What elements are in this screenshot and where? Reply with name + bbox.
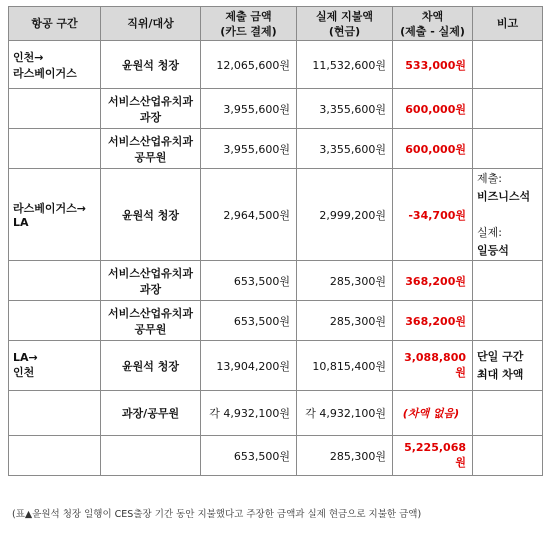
diff-cell: 368,200원 <box>393 261 473 301</box>
table-row <box>9 129 543 169</box>
actual-cell: 285,300원 <box>297 301 393 341</box>
table-row <box>9 341 543 391</box>
header-actual-label: 실제 지불액 <box>316 9 373 23</box>
diff-cell: 5,225,068원 <box>393 436 473 476</box>
actual-cell: 285,300원 <box>297 261 393 301</box>
actual-cell: 3,355,600원 <box>297 129 393 169</box>
diff-cell: 600,000원 <box>393 129 473 169</box>
table-caption: (표▲윤원석 청장 일행이 CES출장 기간 동안 지불했다고 주장한 금액과 실제 현금으로 지불한 금액) <box>12 509 422 520</box>
actual-cell: 10,815,400원 <box>297 341 393 391</box>
note-submitted-class: 비즈니스석 <box>477 189 531 203</box>
table-row <box>9 391 543 436</box>
note-actual-class: 일등석 <box>477 243 509 257</box>
note-cell <box>473 341 543 391</box>
header-route: 항공 구간 <box>9 7 101 41</box>
position-cell: 과장/공무원 <box>101 391 201 436</box>
header-position: 직위/대상 <box>101 7 201 41</box>
header-row <box>9 7 543 41</box>
position-cell: 서비스산업유치과 과장 <box>101 89 201 129</box>
position-cell: 서비스산업유치과 과장 <box>101 261 201 301</box>
note-cell <box>473 41 543 89</box>
diff-cell: -34,700원 <box>393 169 473 261</box>
route-cell: 라스베이거스→ LA <box>9 169 101 261</box>
header-submitted-label: 제출 금액 <box>225 9 272 23</box>
table-row <box>9 436 543 476</box>
note-cell <box>473 301 543 341</box>
note-cell <box>473 436 543 476</box>
table-row <box>9 41 543 89</box>
position-cell: 윤원석 청장 <box>101 341 201 391</box>
route-cell <box>9 89 101 129</box>
submitted-cell: 653,500원 <box>201 436 297 476</box>
note-cell <box>473 391 543 436</box>
expense-table-container <box>8 6 542 476</box>
header-submitted-sub: (카드 결제) <box>220 24 277 38</box>
note-cell <box>473 89 543 129</box>
route-cell <box>9 129 101 169</box>
submitted-cell: 3,955,600원 <box>201 89 297 129</box>
expense-table <box>8 6 543 476</box>
header-submitted <box>201 7 297 41</box>
route-cell <box>9 436 101 476</box>
table-row <box>9 89 543 129</box>
submitted-cell: 12,065,600원 <box>201 41 297 89</box>
note-cell <box>473 129 543 169</box>
submitted-cell: 2,964,500원 <box>201 169 297 261</box>
submitted-cell: 각 4,932,100원 <box>201 391 297 436</box>
note-single-segment: 단일 구간 <box>477 349 524 363</box>
header-actual-sub: (현금) <box>328 24 361 38</box>
actual-cell: 3,355,600원 <box>297 89 393 129</box>
route-cell <box>9 261 101 301</box>
actual-cell: 각 4,932,100원 <box>297 391 393 436</box>
position-cell: 서비스산업유치과 공무원 <box>101 301 201 341</box>
route-cell: LA→ 인천 <box>9 341 101 391</box>
note-cell <box>473 261 543 301</box>
position-cell: 윤원석 청장 <box>101 41 201 89</box>
diff-cell: 533,000원 <box>393 41 473 89</box>
actual-cell: 285,300원 <box>297 436 393 476</box>
diff-cell: 368,200원 <box>393 301 473 341</box>
route-cell <box>9 301 101 341</box>
diff-cell: (차액 없음) <box>393 391 473 436</box>
header-actual <box>297 7 393 41</box>
route-cell: 인천→ 라스베이거스 <box>9 41 101 89</box>
position-cell: 서비스산업유치과 공무원 <box>101 129 201 169</box>
position-cell <box>101 436 201 476</box>
submitted-cell: 653,500원 <box>201 261 297 301</box>
actual-cell: 11,532,600원 <box>297 41 393 89</box>
header-note: 비고 <box>473 7 543 41</box>
table-row <box>9 261 543 301</box>
table-row <box>9 301 543 341</box>
note-submitted-label: 제출: <box>477 171 502 185</box>
header-diff <box>393 7 473 41</box>
submitted-cell: 13,904,200원 <box>201 341 297 391</box>
actual-cell: 2,999,200원 <box>297 169 393 261</box>
diff-cell: 600,000원 <box>393 89 473 129</box>
header-diff-label: 차액 <box>421 9 444 23</box>
submitted-cell: 653,500원 <box>201 301 297 341</box>
position-cell: 윤원석 청장 <box>101 169 201 261</box>
route-cell <box>9 391 101 436</box>
header-diff-sub: (제출 - 실제) <box>400 24 465 38</box>
note-cell <box>473 169 543 261</box>
submitted-cell: 3,955,600원 <box>201 129 297 169</box>
note-max-diff: 최대 차액 <box>477 367 524 381</box>
diff-cell: 3,088,800원 <box>393 341 473 391</box>
note-actual-label: 실제: <box>477 225 502 239</box>
table-row <box>9 169 543 261</box>
